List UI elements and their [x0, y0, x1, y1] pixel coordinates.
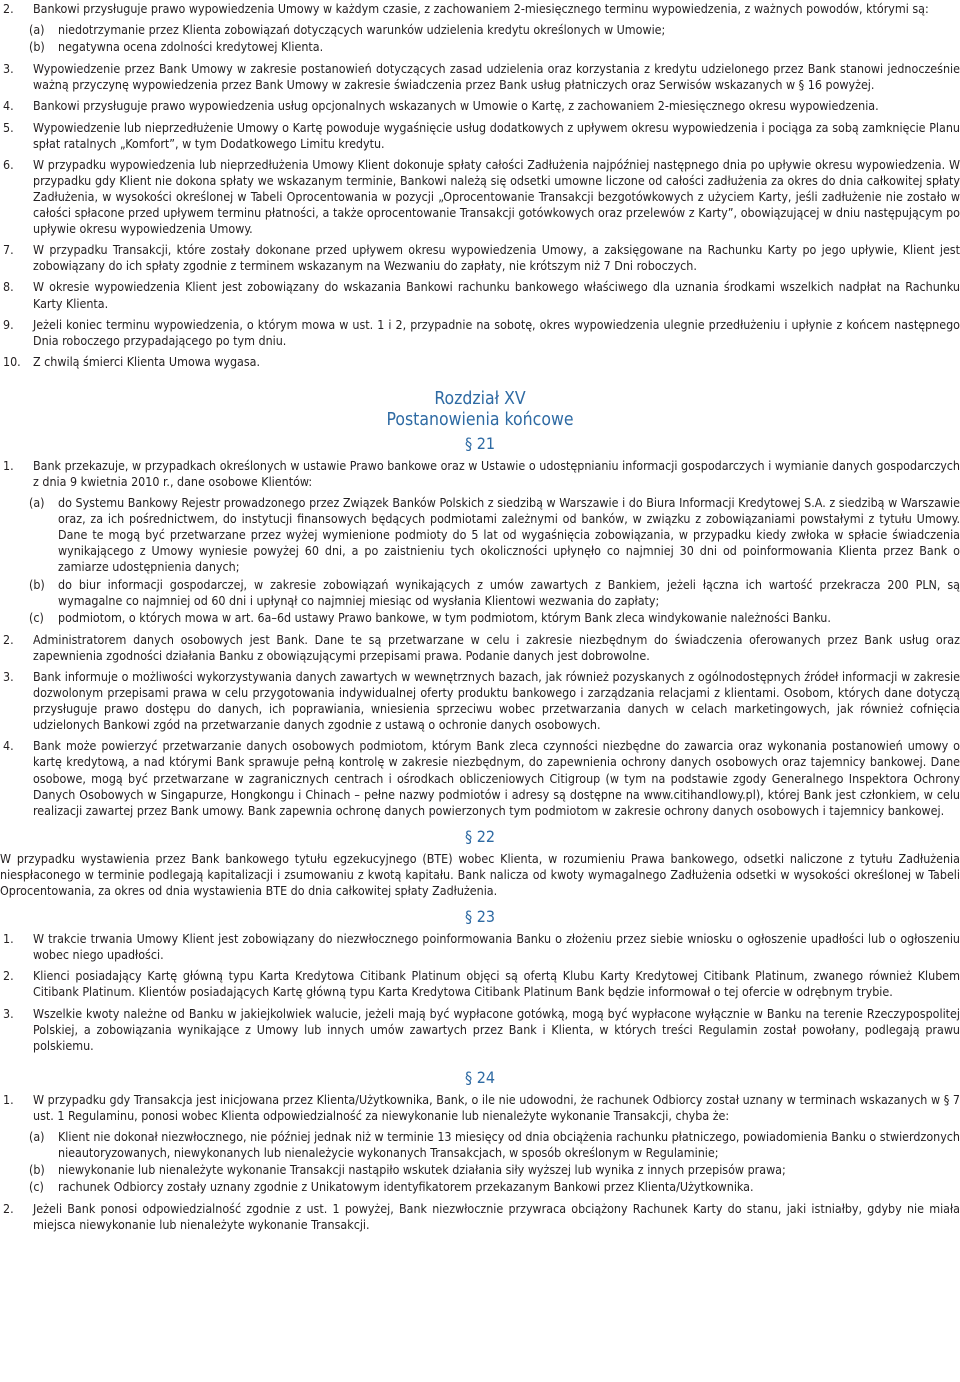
item-text: Jeżeli koniec terminu wypowiedzenia, o którym mowa w ust. 1 i 2, przypadnie na sobotę, okres wypowiedzenia ulegnie przedłużeniu i upłynie z końcem następnego Dnia roboczego przypadającego po tym dniu. [33, 316, 960, 348]
list-item [0, 669, 960, 733]
sub-item-text: podmiotom, o których mowa w art. 6a–6d ustawy Prawo bankowe, w tym podmiotom, którym Bank zleca windykowanie należności Banku. [58, 609, 831, 625]
item-text: W przypadku wypowiedzenia lub nieprzedłużenia Umowy Klient dokonuje spłaty całości Zadłużenia najpóźniej następnego dnia po upływie okresu wypowiedzenia. W przypadku gdy Klient nie dokona spłaty we wskazanym terminie, Bankowi należą się odsetki umowne liczone od całości zadłużenia za okres do dnia całkowitej spłaty Zadłużenia, w wysokości określonej w Tabeli Oprocentowania w pozycji „Oprocentowanie Transakcji bezgotówkowych z użyciem Karty, jeśli zadłużenie nie zostało w całości spłacone przed upływem terminu płatności, a także oprocentowanie Transakcji gotówkowych oraz przelewów z Karty”, obowiązującej w dniu następującym po upływie okresu wypowiedzenia Umowy. [33, 156, 960, 237]
sub-item [0, 577, 960, 609]
item-number: 8. [3, 279, 14, 295]
list-item [0, 458, 960, 490]
sub-item-letter: (c) [29, 1179, 44, 1195]
sub-item-letter: (c) [29, 609, 44, 625]
list-item [0, 157, 960, 237]
item-text: Bankowi przysługuje prawo wypowiedzenia usług opcjonalnych wskazanych w Umowie o Kartę, z zachowaniem 2-miesięcznego okresu wypowiedzenia. [33, 98, 879, 114]
list-item [0, 632, 960, 664]
sub-item-text: do Systemu Bankowy Rejestr prowadzonego przez Związek Banków Polskich z siedzibą w Warszawie i do Biura Informacji Kredytowej S.A. z siedzibą w Warszawie oraz, za ich pośrednictwem, do instytucji finansowych będących podmiotami zależnymi od banków, w związku z zobowiązaniami powstałymi z tytułu Umowy. Dane te mogą być przetwarzane przez wyżej wymienione podmioty do 5 lat od wygaśnięcia zobowiązania, w przypadku kiedy zwłoka w spłacie świadczenia wynikającego z Umowy wyniesie powyżej 60 dni, a po zaistnieniu tych okoliczności upłynęło co najmniej 30 dni od poinformowania Klienta przez Bank o zamiarze udostępnienia danych; [58, 495, 960, 575]
sub-item-text: negatywna ocena zdolności kredytowej Klienta. [58, 39, 324, 55]
section-21-list [0, 458, 960, 819]
list-item [0, 1092, 960, 1124]
item-number: 2. [3, 1, 14, 16]
item-text: Bankowi przysługuje prawo wypowiedzenia Umowy w każdym czasie, z zachowaniem 2-miesięcznego terminu wypowiedzenia, z ważnych powodów, którymi są: [33, 1, 929, 16]
list-item [0, 1201, 960, 1233]
item-text: Bank przekazuje, w przypadkach określonych w ustawie Prawo bankowe oraz w Ustawie o udostępnianiu informacji gospodarczych i wymianie danych gospodarczych z dnia 9 kwietnia 2010 r., dane osobowe Klientów: [33, 457, 960, 489]
sub-item [0, 1162, 960, 1178]
item-number: 4. [3, 738, 14, 754]
section-heading: § 24 [464, 1067, 496, 1087]
item-number: 2. [3, 631, 14, 647]
item-number: 3. [3, 61, 14, 77]
item-text: Jeżeli Bank ponosi odpowiedzialność zgodnie z ust. 1 powyżej, Bank niezwłocznie przywraca obciążony Rachunek Karty do stanu, jaki istniałby, gdyby nie miała miejsca niewykonanie lub nienależyte wykonanie Transakcji. [33, 1201, 960, 1233]
item-text: W trakcie trwania Umowy Klient jest zobowiązany do niezwłocznego poinformowania Banku o złożeniu przez siebie wniosku o ogłoszenie upadłości lub o ogłoszeniu wobec niego upadłości. [33, 931, 960, 963]
item-text: Z chwilą śmierci Klienta Umowa wygasa. [33, 353, 261, 369]
item-text: Klienci posiadający Kartę główną typu Karta Kredytowa Citibank Platinum objęci są ofertą Klubu Karty Kredytowej Citibank Platinum, zwanego również Klubem Citibank Platinum. Klientów posiadających Kartę główną typu Karta Kredytowa Citibank Platinum Bank będzie informował o tej ofercie w odrębnym trybie. [33, 968, 960, 1000]
section-22-paragraph: W przypadku wystawienia przez Bank bankowego tytułu egzekucyjnego (BTE) wobec Klienta, w rozumieniu Prawa bankowego, odsetki naliczone z tytułu Zadłużenia niespłaconego w terminie podlegają kapitalizacji i zsumowaniu z kwotą kapitału. Bank nalicza od kwoty wymagalnego Zadłużenia odsetki w wysokości określonej w Tabeli Oprocentowania, za okres od dnia wystawienia BTE do dnia całkowitej spłaty Zadłużenia. [0, 850, 960, 899]
item-number: 3. [3, 1005, 14, 1021]
item-number: 10. [3, 353, 21, 369]
sub-item-letter: (a) [29, 1128, 45, 1144]
sub-item-text: niewykonanie lub nienależyte wykonanie Transakcji nastąpiło wskutek działania siły wyższej lub wynika z innych przepisów prawa; [58, 1162, 786, 1178]
sub-item [0, 39, 960, 55]
section-24-list [0, 1092, 960, 1234]
item-text: W okresie wypowiedzenia Klient jest zobowiązany do wskazania Bankowi rachunku bankowego właściwego dla uznania środkami wszelkich nadpłat na Rachunku Karty Klienta. [33, 279, 960, 311]
item-text: W przypadku Transakcji, które zostały dokonane przed upływem okresu wypowiedzenia Umowy, a zaksięgowane na Rachunku Karty po jego upływie, Klient jest zobowiązany do ich spłaty zgodnie z terminem wskazanym na Wezwaniu do zapłaty, nie krótszym niż 7 Dni roboczych. [33, 242, 960, 274]
item-number: 1. [3, 1091, 14, 1107]
item-number: 9. [3, 316, 14, 332]
sub-item-text: rachunek Odbiorcy zostały uznany zgodnie z Unikatowym identyfikatorem przekazanym Bankowi przez Klienta/Użytkownika. [58, 1179, 754, 1195]
sub-item [0, 495, 960, 575]
sub-item [0, 1179, 960, 1195]
sub-item [0, 1129, 960, 1161]
item-number: 3. [3, 669, 14, 684]
sub-item [0, 22, 960, 38]
item-number: 1. [3, 931, 14, 947]
sub-item-letter: (b) [29, 39, 45, 55]
list-item [0, 354, 960, 370]
item-number: 5. [3, 119, 14, 135]
sub-item-letter: (a) [29, 495, 45, 511]
list-item [0, 61, 960, 93]
list-item [0, 242, 960, 274]
sub-item-text: Klient nie dokonał niezwłocznego, nie później jednak niż w terminie 13 miesięcy od dnia obciążenia rachunku płatniczego, powiadomienia Banku o stwierdzonych nieautoryzowanych, niewykonanych lub nienależycie wykonanych Transakcjach, w sposób określonym w Regulaminie; [58, 1128, 960, 1161]
item-text: Wszelkie kwoty należne od Banku w jakiejkolwiek walucie, jeżeli mają być wypłacone gotówką, mogą być wypłacone wyłącznie w Banku na terenie Rzeczypospolitej Polskiej, a zobowiązania wynikające z Umowy lub innych umów zawartych przez Bank i Klienta, w których treści Regulamin został powołany, podlegają prawu polskiemu. [33, 1005, 960, 1053]
sub-item-letter: (b) [29, 576, 45, 592]
list-item [0, 120, 960, 152]
list-item [0, 931, 960, 963]
item-text: W przypadku gdy Transakcja jest inicjowana przez Klienta/Użytkownika, Bank, o ile nie udowodni, że rachunek Odbiorcy został uznany w terminach wskazanych w § 7 ust. 1 Regulaminu, ponosi wobec Klienta odpowiedzialność za niewykonanie lub nienależyte wykonanie Transakcji, chyba że: [33, 1091, 960, 1123]
item-text: Bank może powierzyć przetwarzanie danych osobowych podmiotom, którym Bank zleca czynności niezbędne do zawarcia oraz wykonania postanowień umowy o kartę kredytową, a nad którymi Bank sprawuje pełną kontrolę w zakresie niezbędnym, do zapewnienia ochrony danych osobowych oraz tajemnicy bankowej. Dane osobowe, mogą być przetwarzane w zagranicznych centrach i ośrodkach obliczeniowych Citigroup (w tym na podstawie zgody Generalnego Inspektora Ochrony Danych Osobowych w Singapurze, Hongkongu i Chinach – pełne nazwy podmiotów i adresy są dostępne na www.citihandlowy.pl), której Bank jest członkiem, w celu realizacji zawartej przez Bank umowy. Bank zapewnia ochronę danych powierzonych tym podmiotom w zakresie ochrony danych osobowych i tajemnicy bankowej. [33, 738, 960, 818]
item-number: 7. [3, 242, 14, 258]
sub-item-letter: (b) [29, 1162, 45, 1178]
list-item [0, 1006, 960, 1054]
sub-item-letter: (a) [29, 22, 45, 38]
section-heading: § 23 [464, 907, 496, 927]
list-item [0, 738, 960, 818]
item-text: Wypowiedzenie przez Bank Umowy w zakresie postanowień dotyczących zasad udzielenia oraz korzystania z kredytu udzielonego przez Bank stanowi jednocześnie ważną przyczynę wypowiedzenia przez Bank Umowy w zakresie świadczenia przez Bank usług płatniczych oraz Serwisów wskazanych w § 16 powyżej. [33, 61, 960, 93]
sub-item-text: do biur informacji gospodarczej, w zakresie zobowiązań wynikających z umów zawartych z Bankiem, jeżeli łączna ich wartość przekracza 200 PLN, są wymagalne co najmniej od 60 dni i upłynął co najmniej miesiąc od wysłania Klientowi wezwania do zapłaty; [58, 576, 960, 608]
item-number: 2. [3, 1201, 14, 1217]
list-item [0, 98, 960, 114]
chapter-subtitle: Postanowienia końcowe [386, 409, 574, 430]
list-item [0, 1, 960, 17]
item-number: 2. [3, 968, 14, 984]
list-item [0, 968, 960, 1000]
section-23-list [0, 931, 960, 1054]
section-heading: § 22 [464, 826, 496, 846]
chapter-title: Rozdział XV [434, 388, 526, 409]
item-number: 1. [3, 457, 14, 473]
item-text: Bank informuje o możliwości wykorzystywania danych zawartych w wewnętrznych bazach, jak również pozyskanych z ogólnodostępnych źródeł informacji w zakresie dozwolonym przepisami prawa w celu przygotowania indywidualnej oferty produktu bankowego i zarządzania relacjami z klientami. Osobom, których dane dotyczą przysługuje prawo dostępu do danych, ich poprawiania, wniesienia sprzeciwu wobec przetwarzania danych w celach marketingowych, jak również cofnięcia udzielonych Bankowi zgód na przetwarzanie danych zgodnie z ustawą o ochronie danych osobowych. [33, 669, 960, 733]
item-text: Wypowiedzenie lub nieprzedłużenie Umowy o Kartę powoduje wygaśnięcie usług dodatkowych z upływem okresu wypowiedzenia i pociąga za sobą zamknięcie Planu spłat ratalnych „Komfort”, w tym Dodatkowego Limitu kredytu. [33, 119, 960, 151]
top-list [0, 0, 960, 370]
list-item [0, 317, 960, 349]
item-number: 4. [3, 98, 14, 114]
item-text: Administratorem danych osobowych jest Bank. Dane te są przetwarzane w celu i zakresie niezbędnym do świadczenia oferowanych przez Bank usług oraz zapewnienia zgodności działania Banku z obowiązującymi przepisami prawa. Podanie danych jest dobrowolne. [33, 631, 960, 663]
list-item [0, 279, 960, 311]
item-number: 6. [3, 156, 14, 172]
sub-item-text: niedotrzymanie przez Klienta zobowiązań dotyczących warunków udzielenia kredytu określonych w Umowie; [58, 22, 666, 38]
sub-item [0, 610, 960, 626]
section-heading: § 21 [464, 433, 496, 453]
